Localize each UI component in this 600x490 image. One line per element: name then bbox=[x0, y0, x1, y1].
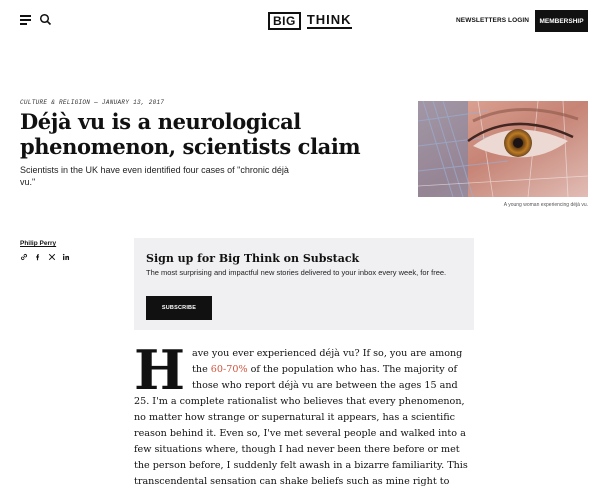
site-header bbox=[0, 0, 600, 40]
drop-cap: H bbox=[134, 338, 186, 402]
search-icon[interactable] bbox=[39, 13, 53, 27]
nav-login-link[interactable]: LOGIN bbox=[508, 17, 530, 24]
facebook-icon[interactable] bbox=[34, 253, 42, 261]
logo-think: THINK bbox=[306, 12, 352, 27]
link-icon[interactable] bbox=[20, 253, 28, 261]
hero-image-caption: A young woman experiencing déjà vu. bbox=[503, 202, 588, 208]
substack-signup-box bbox=[134, 238, 474, 330]
article-title: Déjà vu is a neurological phenomenon, scientists claim bbox=[20, 109, 361, 159]
logo-big: BIG bbox=[268, 12, 301, 30]
subscribe-button[interactable]: SUBSCRIBE bbox=[146, 296, 212, 320]
body-text-1: ave you ever experienced déjà vu? If so, you are among the bbox=[192, 348, 463, 375]
x-icon[interactable] bbox=[48, 253, 56, 261]
hamburger-menu-icon[interactable] bbox=[20, 15, 31, 25]
author-link[interactable]: Philip Perry bbox=[20, 240, 57, 247]
article-dek: Scientists in the UK have even identified four cases of "chronic déjà vu." bbox=[20, 165, 289, 187]
body-text-2: of the population who has. The majority of those who report déjà vu are between the ages 15 and 25. I'm a complete rationalist who believes that every phenomenon, no matter how strange or supernatural it appears, has a scientific reason behind it. Even so, I've met several people and walked into a few situations where, though I had never been there before or met the person before, I suddenly felt awash in a bizarre familiarity. This transcendental sensation can shake beliefs such as mine right to bbox=[134, 364, 468, 487]
hero-image bbox=[418, 101, 588, 197]
statistic-link[interactable]: 60-70% bbox=[210, 364, 248, 375]
article-kicker: CULTURE & RELIGION — JANUARY 13, 2017 bbox=[20, 99, 165, 106]
substack-description: The most surprising and impactful new stories delivered to your inbox every week, for free. bbox=[146, 268, 447, 277]
nav-newsletters-link[interactable]: NEWSLETTERS bbox=[456, 17, 507, 24]
share-bar bbox=[20, 253, 70, 261]
site-logo[interactable] bbox=[268, 12, 352, 30]
article-body bbox=[134, 338, 474, 490]
substack-title: Sign up for Big Think on Substack bbox=[146, 252, 360, 265]
membership-button[interactable]: MEMBERSHIP bbox=[535, 10, 588, 32]
linkedin-icon[interactable] bbox=[62, 253, 70, 261]
